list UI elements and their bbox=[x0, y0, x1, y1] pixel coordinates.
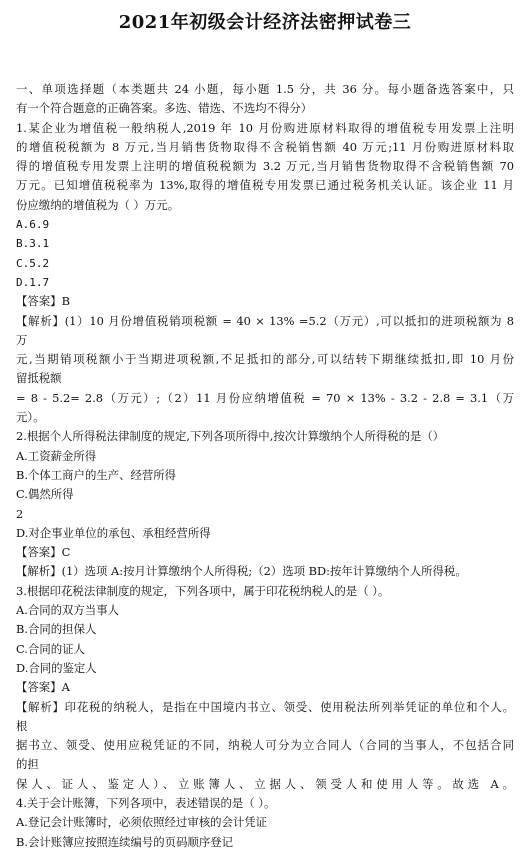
text-line: B.合同的担保人 bbox=[16, 622, 97, 637]
text-line: 得的增值税专用发票上注明的增值税税额为 3.2 万元,当月销售货物取得不含税销售额 70 bbox=[16, 159, 514, 174]
text-line: 【解析】(1）10 月份增值税销项税额 = 40 × 13% =5.2（万元）,可以抵扣的进项税额为 8 bbox=[16, 313, 514, 328]
text-line: 2 bbox=[16, 506, 24, 521]
text-line: 万 bbox=[16, 332, 28, 347]
text-line: 据书立、领受、使用应税凭证的不同，纳税人可分为立合同人（合同的当事人，不包括合同 bbox=[16, 738, 514, 753]
text-line: C.5.2 bbox=[16, 256, 50, 270]
text-line: D.1.7 bbox=[16, 275, 50, 289]
text-line: 的担 bbox=[16, 757, 39, 772]
text-line: D.对企事业单位的承包、承租经营所得 bbox=[16, 525, 211, 540]
text-line: A.合同的双方当事人 bbox=[16, 603, 119, 618]
text-line: 2.根据个人所得税法律制度的规定,下列各项所得中,按次计算缴纳个人所得税的是（） bbox=[16, 429, 445, 444]
text-line: 有一个符合题意的正确答案。多选、错选、不选均不得分） bbox=[16, 101, 313, 116]
text-line: 4.关于会计账簿，下列各项中，表述错误的是（ ）。 bbox=[16, 795, 276, 810]
text-line: 元,当期销项税额小于当期进项税额,不足抵扣的部分,可以结转下期继续抵扣,即 10 月份 bbox=[16, 352, 514, 367]
text-line: C.偶然所得 bbox=[16, 487, 74, 502]
text-line: 元）。 bbox=[16, 410, 45, 425]
page-title: 2021年初级会计经济法密押试卷三 bbox=[118, 12, 412, 33]
text-line: 留抵税额 bbox=[16, 371, 62, 386]
text-line: D.合同的鉴定人 bbox=[16, 660, 97, 675]
text-line: 【解析】(1）选项 A:按月计算缴纳个人所得税;（2）选项 BD:按年计算缴纳个人所得税。 bbox=[16, 564, 467, 579]
text-line: 的增值税税额为 8 万元,当月销售货物取得不含税销售额 40 万元;11 月份购进原材料取 bbox=[16, 139, 514, 154]
text-line: A.6.9 bbox=[16, 218, 50, 232]
text-line: A.登记会计账簿时，必须依照经过审核的会计凭证 bbox=[16, 815, 268, 830]
document-body bbox=[16, 80, 514, 852]
text-line: 3.根据印花税法律制度的规定，下列各项中，属于印花税纳税人的是（ ）。 bbox=[16, 583, 390, 598]
text-line: B.3.1 bbox=[16, 237, 50, 251]
text-line: 万元。已知增值税税率为 13%,取得的增值税专用发票已通过税务机关认证。该企业 11 月 bbox=[16, 178, 514, 193]
text-line: = 8 - 5.2= 2.8（万元）;（2）11 月份应纳增值税 = 70 × 13% - 3.2 - 2.8 = 3.1（万 bbox=[16, 390, 514, 405]
text-line: 【答案】A bbox=[16, 680, 70, 695]
text-line: B.会计账簿应按照连续编号的页码顺序登记 bbox=[16, 834, 234, 849]
text-line: 保人、证人、鉴定人）、立账簿人、立据人、领受人和使用人等。故选 A。 bbox=[16, 776, 514, 791]
text-line: 份应缴纳的增值税为（ ）万元。 bbox=[16, 197, 180, 212]
text-line: 【解析】印花税的纳税人，是指在中国境内书立、领受、使用税法所列举凭证的单位和个人。 bbox=[16, 699, 514, 714]
text-line: C.合同的证人 bbox=[16, 641, 85, 656]
text-line: 一、单项选择题（本类题共 24 小题，每小题 1.5 分，共 36 分。每小题备选答案中，只 bbox=[16, 82, 514, 96]
text-line: 1.某企业为增值税一般纳税人,2019 年 10 月份购进原材料取得的增值税专用发票上注明 bbox=[16, 120, 514, 135]
title-spacer bbox=[16, 46, 514, 80]
text-line: A.工资薪金所得 bbox=[16, 448, 97, 463]
text-line: 【答案】B bbox=[16, 294, 70, 309]
text-line: B.个体工商户的生产、经营所得 bbox=[16, 467, 177, 482]
text-line: 根 bbox=[16, 718, 28, 733]
text-line: 【答案】C bbox=[16, 545, 71, 560]
